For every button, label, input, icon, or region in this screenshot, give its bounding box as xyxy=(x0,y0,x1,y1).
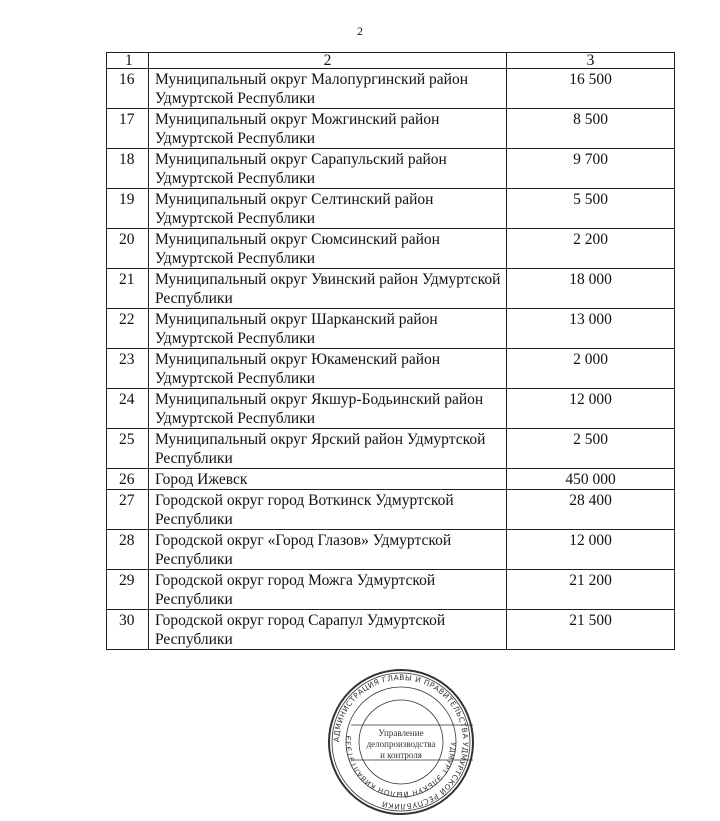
stamp-center-line-2: делопроизводства xyxy=(366,739,436,749)
row-name: Городской округ «Город Глазов» Удмуртской Республики xyxy=(149,530,507,570)
table-row xyxy=(107,349,675,389)
row-number: 21 xyxy=(107,269,149,309)
row-number: 16 xyxy=(107,69,149,109)
row-name: Муниципальный округ Юкаменский район Удмуртской Республики xyxy=(149,349,507,389)
table-row xyxy=(107,490,675,530)
table-row xyxy=(107,530,675,570)
column-header-value: 3 xyxy=(507,53,675,69)
row-name: Городской округ город Можга Удмуртской Республики xyxy=(149,570,507,610)
row-name: Муниципальный округ Можгинский район Удмуртской Республики xyxy=(149,109,507,149)
row-value: 12 000 xyxy=(507,530,675,570)
row-number: 20 xyxy=(107,229,149,269)
row-number: 18 xyxy=(107,149,149,189)
stamp-center-line-3: и контроля xyxy=(380,750,422,760)
row-number: 26 xyxy=(107,469,149,490)
row-value: 9 700 xyxy=(507,149,675,189)
stamp-inner-text: УДМУРТ ЭЛЬКУН ЙЫЛОН КИВАЛТЭТЭЗЭ xyxy=(344,734,458,799)
row-value: 2 500 xyxy=(507,429,675,469)
row-name: Муниципальный округ Селтинский район Удмуртской Республики xyxy=(149,189,507,229)
row-number: 28 xyxy=(107,530,149,570)
table-header-row xyxy=(107,53,675,69)
row-name: Городской округ город Сарапул Удмуртской Республики xyxy=(149,610,507,650)
row-number: 25 xyxy=(107,429,149,469)
column-header-name: 2 xyxy=(149,53,507,69)
row-value: 2 000 xyxy=(507,349,675,389)
row-name: Муниципальный округ Увинский район Удмуртской Республики xyxy=(149,269,507,309)
row-name: Муниципальный округ Шарканский район Удмуртской Республики xyxy=(149,309,507,349)
table-row xyxy=(107,189,675,229)
row-value: 16 500 xyxy=(507,69,675,109)
table-row xyxy=(107,229,675,269)
row-name: Муниципальный округ Малопургинский район Удмуртской Республики xyxy=(149,69,507,109)
row-number: 29 xyxy=(107,570,149,610)
stamp-center-line-1: Управление xyxy=(378,728,424,738)
table-row xyxy=(107,570,675,610)
row-number: 23 xyxy=(107,349,149,389)
data-table xyxy=(106,52,675,650)
row-name: Муниципальный округ Ярский район Удмуртской Республики xyxy=(149,429,507,469)
table-row xyxy=(107,429,675,469)
row-value: 5 500 xyxy=(507,189,675,229)
row-number: 22 xyxy=(107,309,149,349)
stamp-outer-text: АДМИНИСТРАЦИЯ ГЛАВЫ И ПРАВИТЕЛЬСТВА УДМУРТСКОЙ РЕСПУБЛИКИ xyxy=(331,672,471,812)
row-value: 13 000 xyxy=(507,309,675,349)
row-value: 28 400 xyxy=(507,490,675,530)
column-header-number: 1 xyxy=(107,53,149,69)
row-value: 12 000 xyxy=(507,389,675,429)
row-name: Муниципальный округ Якшур-Бодьинский район Удмуртской Республики xyxy=(149,389,507,429)
table-row xyxy=(107,309,675,349)
table-row xyxy=(107,389,675,429)
row-name: Муниципальный округ Сюмсинский район Удмуртской Республики xyxy=(149,229,507,269)
table-row xyxy=(107,269,675,309)
row-number: 27 xyxy=(107,490,149,530)
row-value: 2 200 xyxy=(507,229,675,269)
row-name: Город Ижевск xyxy=(149,469,507,490)
row-value: 18 000 xyxy=(507,269,675,309)
row-number: 30 xyxy=(107,610,149,650)
row-number: 24 xyxy=(107,389,149,429)
row-name: Муниципальный округ Сарапульский район Удмуртской Республики xyxy=(149,149,507,189)
row-value: 21 500 xyxy=(507,610,675,650)
table-row xyxy=(107,109,675,149)
table-row xyxy=(107,610,675,650)
row-number: 19 xyxy=(107,189,149,229)
table-row xyxy=(107,469,675,490)
table-row xyxy=(107,69,675,109)
row-value: 450 000 xyxy=(507,469,675,490)
table-row xyxy=(107,149,675,189)
official-stamp xyxy=(327,668,475,816)
row-name: Городской округ город Воткинск Удмуртской Республики xyxy=(149,490,507,530)
row-value: 21 200 xyxy=(507,570,675,610)
row-number: 17 xyxy=(107,109,149,149)
row-value: 8 500 xyxy=(507,109,675,149)
table-body xyxy=(107,69,675,650)
page-number: 2 xyxy=(357,24,363,38)
